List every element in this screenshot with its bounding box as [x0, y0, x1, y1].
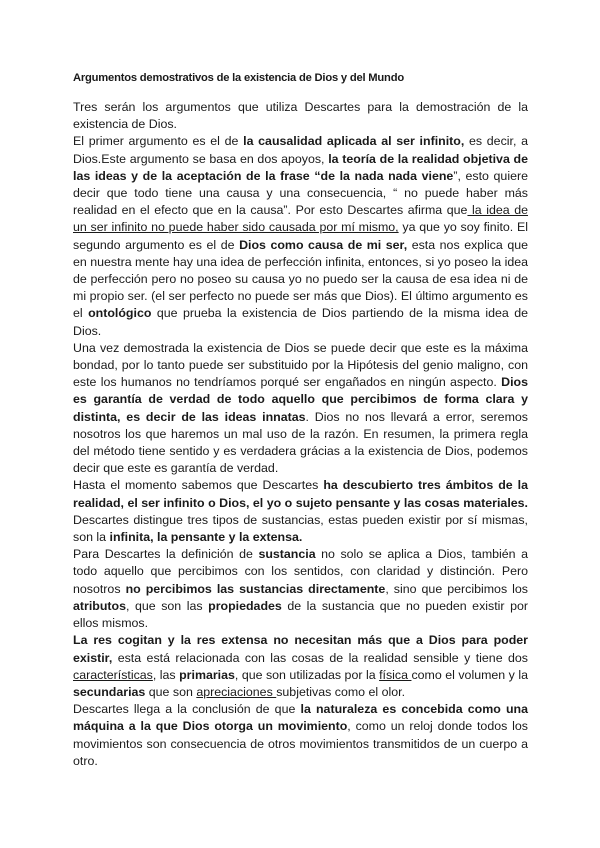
bold-text: la naturaleza es concebida como una máquina a la que Dios otorga un movimiento	[73, 702, 528, 734]
text-run: ya que yo soy finito. El segundo argumento es el de	[73, 220, 529, 252]
text-run: , que son las	[126, 598, 209, 613]
bold-text: no percibimos las sustancias directamente	[125, 581, 386, 596]
bold-text: La res cogitan y la res extensa no necesitan más que a Dios para poder existir,	[73, 633, 528, 665]
text-run: ”, esto quiere decir que todo tiene una causa y una consecuencia, “ no puede haber más realidad en el efecto que en la causa”. Por esto Descartes afirma que	[73, 168, 528, 218]
bold-text: ontológico	[88, 306, 152, 321]
text-run: Descartes llega a la conclusión de que	[73, 702, 301, 717]
bold-text: la teoría de la realidad objetiva de las ideas y de la aceptación de la frase “de la nada nada viene	[73, 151, 528, 183]
bold-text: Dios es garantía de verdad de todo aquello que percibimos de forma clara y distinta, es decir de las ideas innatas	[73, 375, 528, 424]
text-run: , que son utilizadas por la	[234, 667, 380, 682]
text-run: que prueba la existencia de Dios partiendo de la misma idea de Dios.	[73, 306, 528, 338]
bold-text: la causalidad aplicada al ser infinito,	[243, 134, 465, 149]
text-run: no solo se aplica a Dios, también a todo aquello que percibimos con los sentidos, con claridad y distinción. Pero nosotros	[73, 547, 528, 596]
text-run: , como un reloj donde todos los movimientos son consecuencia de otros movimientos transmitidos de un cuerpo a otro.	[73, 719, 528, 768]
text-run: . Dios no nos llevará a error, seremos nosotros los que haremos un mal uso de la razón. En resumen, la primera regla del método tiene sentido y es verdadera grácias a la existencia de Dios, podemos decir que este es garantía de verdad.	[73, 409, 528, 476]
text-run: subjetivas como el olor.	[276, 684, 406, 699]
underlined-text: física	[379, 667, 412, 682]
text-run: , las	[152, 667, 180, 682]
paragraph-three-realms	[73, 477, 528, 546]
text-run: Para Descartes la definición de	[73, 547, 259, 562]
text-run: esta está relacionada con las cosas de la realidad sensible y tiene dos	[112, 650, 528, 665]
text-run: como el volumen y la	[411, 667, 528, 682]
bold-text: sustancia	[258, 547, 316, 562]
bold-text: ha descubierto tres ámbitos de la realidad, el ser infinito o Dios, el yo o sujeto pensante y las cosas materiales.	[73, 478, 528, 510]
bold-text: atributos	[73, 598, 127, 613]
paragraph-intro: Tres serán los argumentos que utiliza Descartes para la demostración de la existencia de Dios.	[73, 100, 528, 132]
paragraph-arguments	[73, 133, 528, 339]
paragraph-god-guarantee	[73, 340, 528, 478]
text-run: que son	[145, 684, 197, 699]
text-run: esta nos explica que en nuestra mente hay una idea de perfección infinita, entonces, si yo poseo la idea de perfección pero no poseo su causa yo no puedo ser la causa de esa idea ni de mi propio ser. (el ser perfecto no puede ser más que Dios). El último argumento es el	[73, 237, 528, 321]
bold-text: secundarias	[73, 684, 146, 699]
underlined-text: la idea de un ser infinito no puede haber sido causada por mí mismo,	[73, 203, 529, 235]
underlined-text: características	[73, 667, 153, 682]
paragraph-substance	[73, 546, 528, 632]
text-run: Descartes distingue tres tipos de sustancias, estas pueden existir por sí mismas, son la	[73, 512, 528, 545]
bold-text: Dios como causa de mi ser,	[239, 237, 408, 252]
document-title: Argumentos demostrativos de la existencia de Dios y del Mundo	[73, 72, 404, 84]
text-run: Hasta el momento sabemos que Descartes	[73, 478, 324, 493]
document-body	[73, 99, 528, 770]
text-run: Una vez demostrada la existencia de Dios se puede decir que este es la máxima bondad, por lo tanto puede ser substituido por la Hipótesis del genio maligno, con este los humanos no tendríamos porqué ser engañados en ningún aspecto.	[73, 340, 528, 390]
bold-text: infinita, la pensante y la extensa.	[109, 530, 303, 545]
paragraph-res-extensa	[73, 632, 528, 701]
underlined-text: apreciaciones	[196, 684, 277, 699]
bold-text: propiedades	[208, 598, 282, 613]
text-run: , sino que percibimos los	[385, 581, 529, 596]
bold-text: primarias	[179, 667, 235, 682]
text-run: El primer argumento es el de	[73, 134, 244, 149]
text-run: es decir, a Dios.Este argumento se basa en dos apoyos,	[73, 134, 529, 166]
text-run: de la sustancia que no pueden existir por ellos mismos.	[73, 598, 528, 631]
paragraph-conclusion	[73, 701, 528, 770]
